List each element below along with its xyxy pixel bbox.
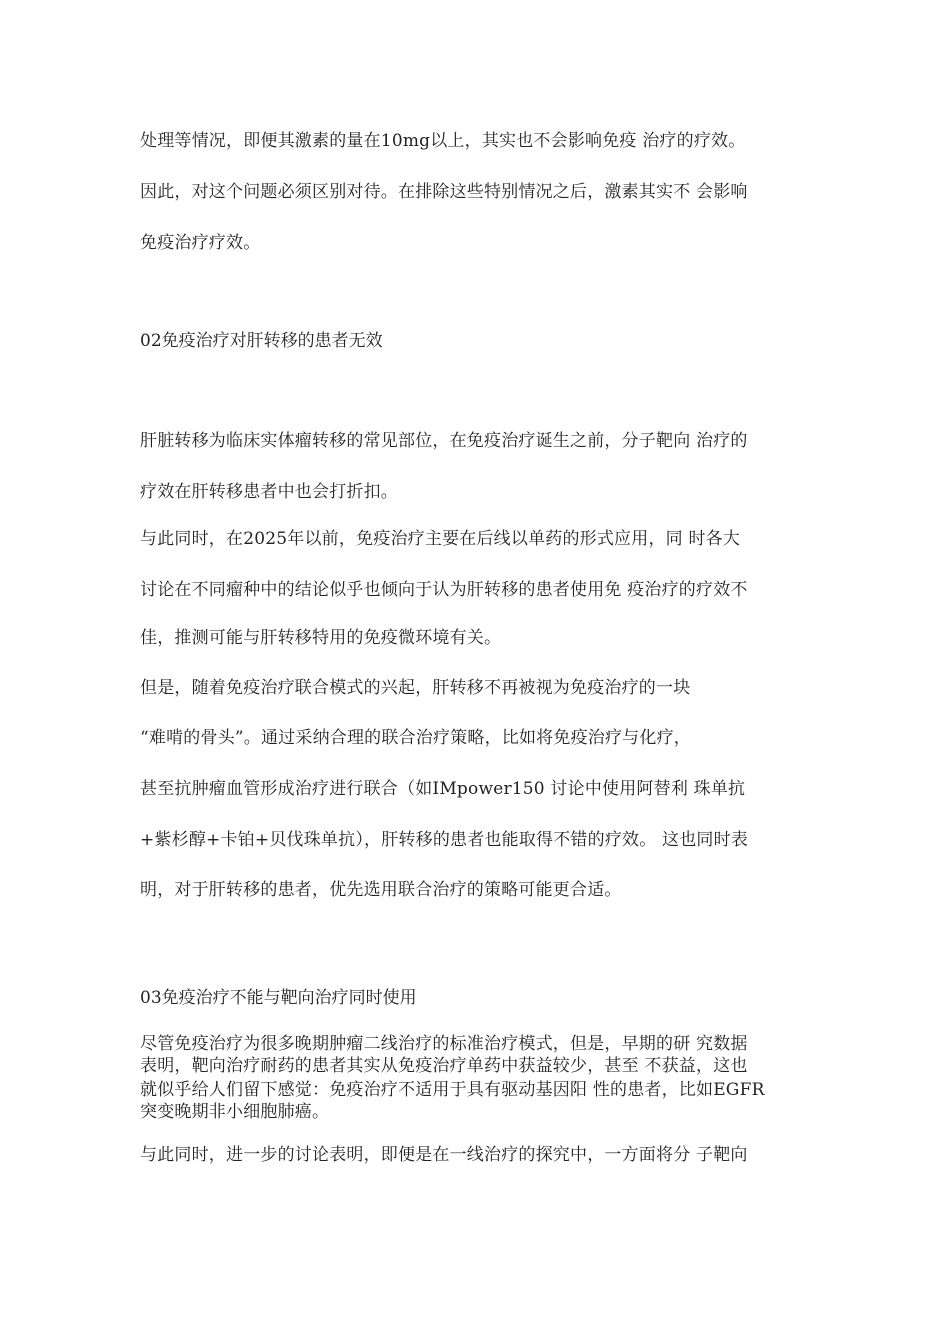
paragraph-line: 肝脏转移为临床实体瘤转移的常见部位，在免疫治疗诞生之前，分子靶向 治疗的 [140,431,748,451]
section-heading: 03免疫治疗不能与靶向治疗同时使用 [140,988,417,1008]
paragraph-line: 因此，对这个问题必须区别对待。在排除这些特别情况之后，激素其实不 会影响 [140,182,748,202]
paragraph-line: 表明，靶向治疗耐药的患者其实从免疫治疗单药中获益较少，甚至 不获益，这也 [140,1056,748,1076]
paragraph-line: 佳，推测可能与肝转移特用的免疫微环境有关。 [140,628,502,648]
paragraph-line: 免疫治疗疗效。 [140,233,261,253]
paragraph-line: 但是，随着免疫治疗联合模式的兴起，肝转移不再被视为免疫治疗的一块 [140,678,691,698]
paragraph-line: +紫杉醇+卡铂+贝伐珠单抗），肝转移的患者也能取得不错的疗效。 这也同时表 [140,830,749,850]
section-heading: 02免疫治疗对肝转移的患者无效 [140,331,383,351]
paragraph-line: 尽管免疫治疗为很多晚期肿瘤二线治疗的标准治疗模式，但是，早期的研 究数据 [140,1034,748,1054]
paragraph-line: 与此同时，进一步的讨论表明，即便是在一线治疗的探究中，一方面将分 子靶向 [140,1145,748,1165]
paragraph-line: 疗效在肝转移患者中也会打折扣。 [140,482,398,502]
paragraph-line: “难啃的骨头”。通过采纳合理的联合治疗策略，比如将免疫治疗与化疗， [140,728,691,748]
paragraph-line: 讨论在不同瘤种中的结论似乎也倾向于认为肝转移的患者使用免 疫治疗的疗效不 [140,580,748,600]
paragraph-line: 甚至抗肿瘤血管形成治疗进行联合（如IMpower150 讨论中使用阿替利 珠单抗 [140,779,746,799]
paragraph-line: 就似乎给人们留下感觉：免疫治疗不适用于具有驱动基因阳 性的患者，比如EGFR [140,1080,765,1100]
paragraph-line: 突变晚期非小细胞肺癌。 [140,1102,330,1122]
paragraph-line: 明，对于肝转移的患者，优先选用联合治疗的策略可能更合适。 [140,880,622,900]
paragraph-line: 处理等情况，即便其激素的量在10mg以上，其实也不会影响免疫 治疗的疗效。 [140,131,746,151]
paragraph-line: 与此同时，在2025年以前，免疫治疗主要在后线以单药的形式应用，同 时各大 [140,529,741,549]
